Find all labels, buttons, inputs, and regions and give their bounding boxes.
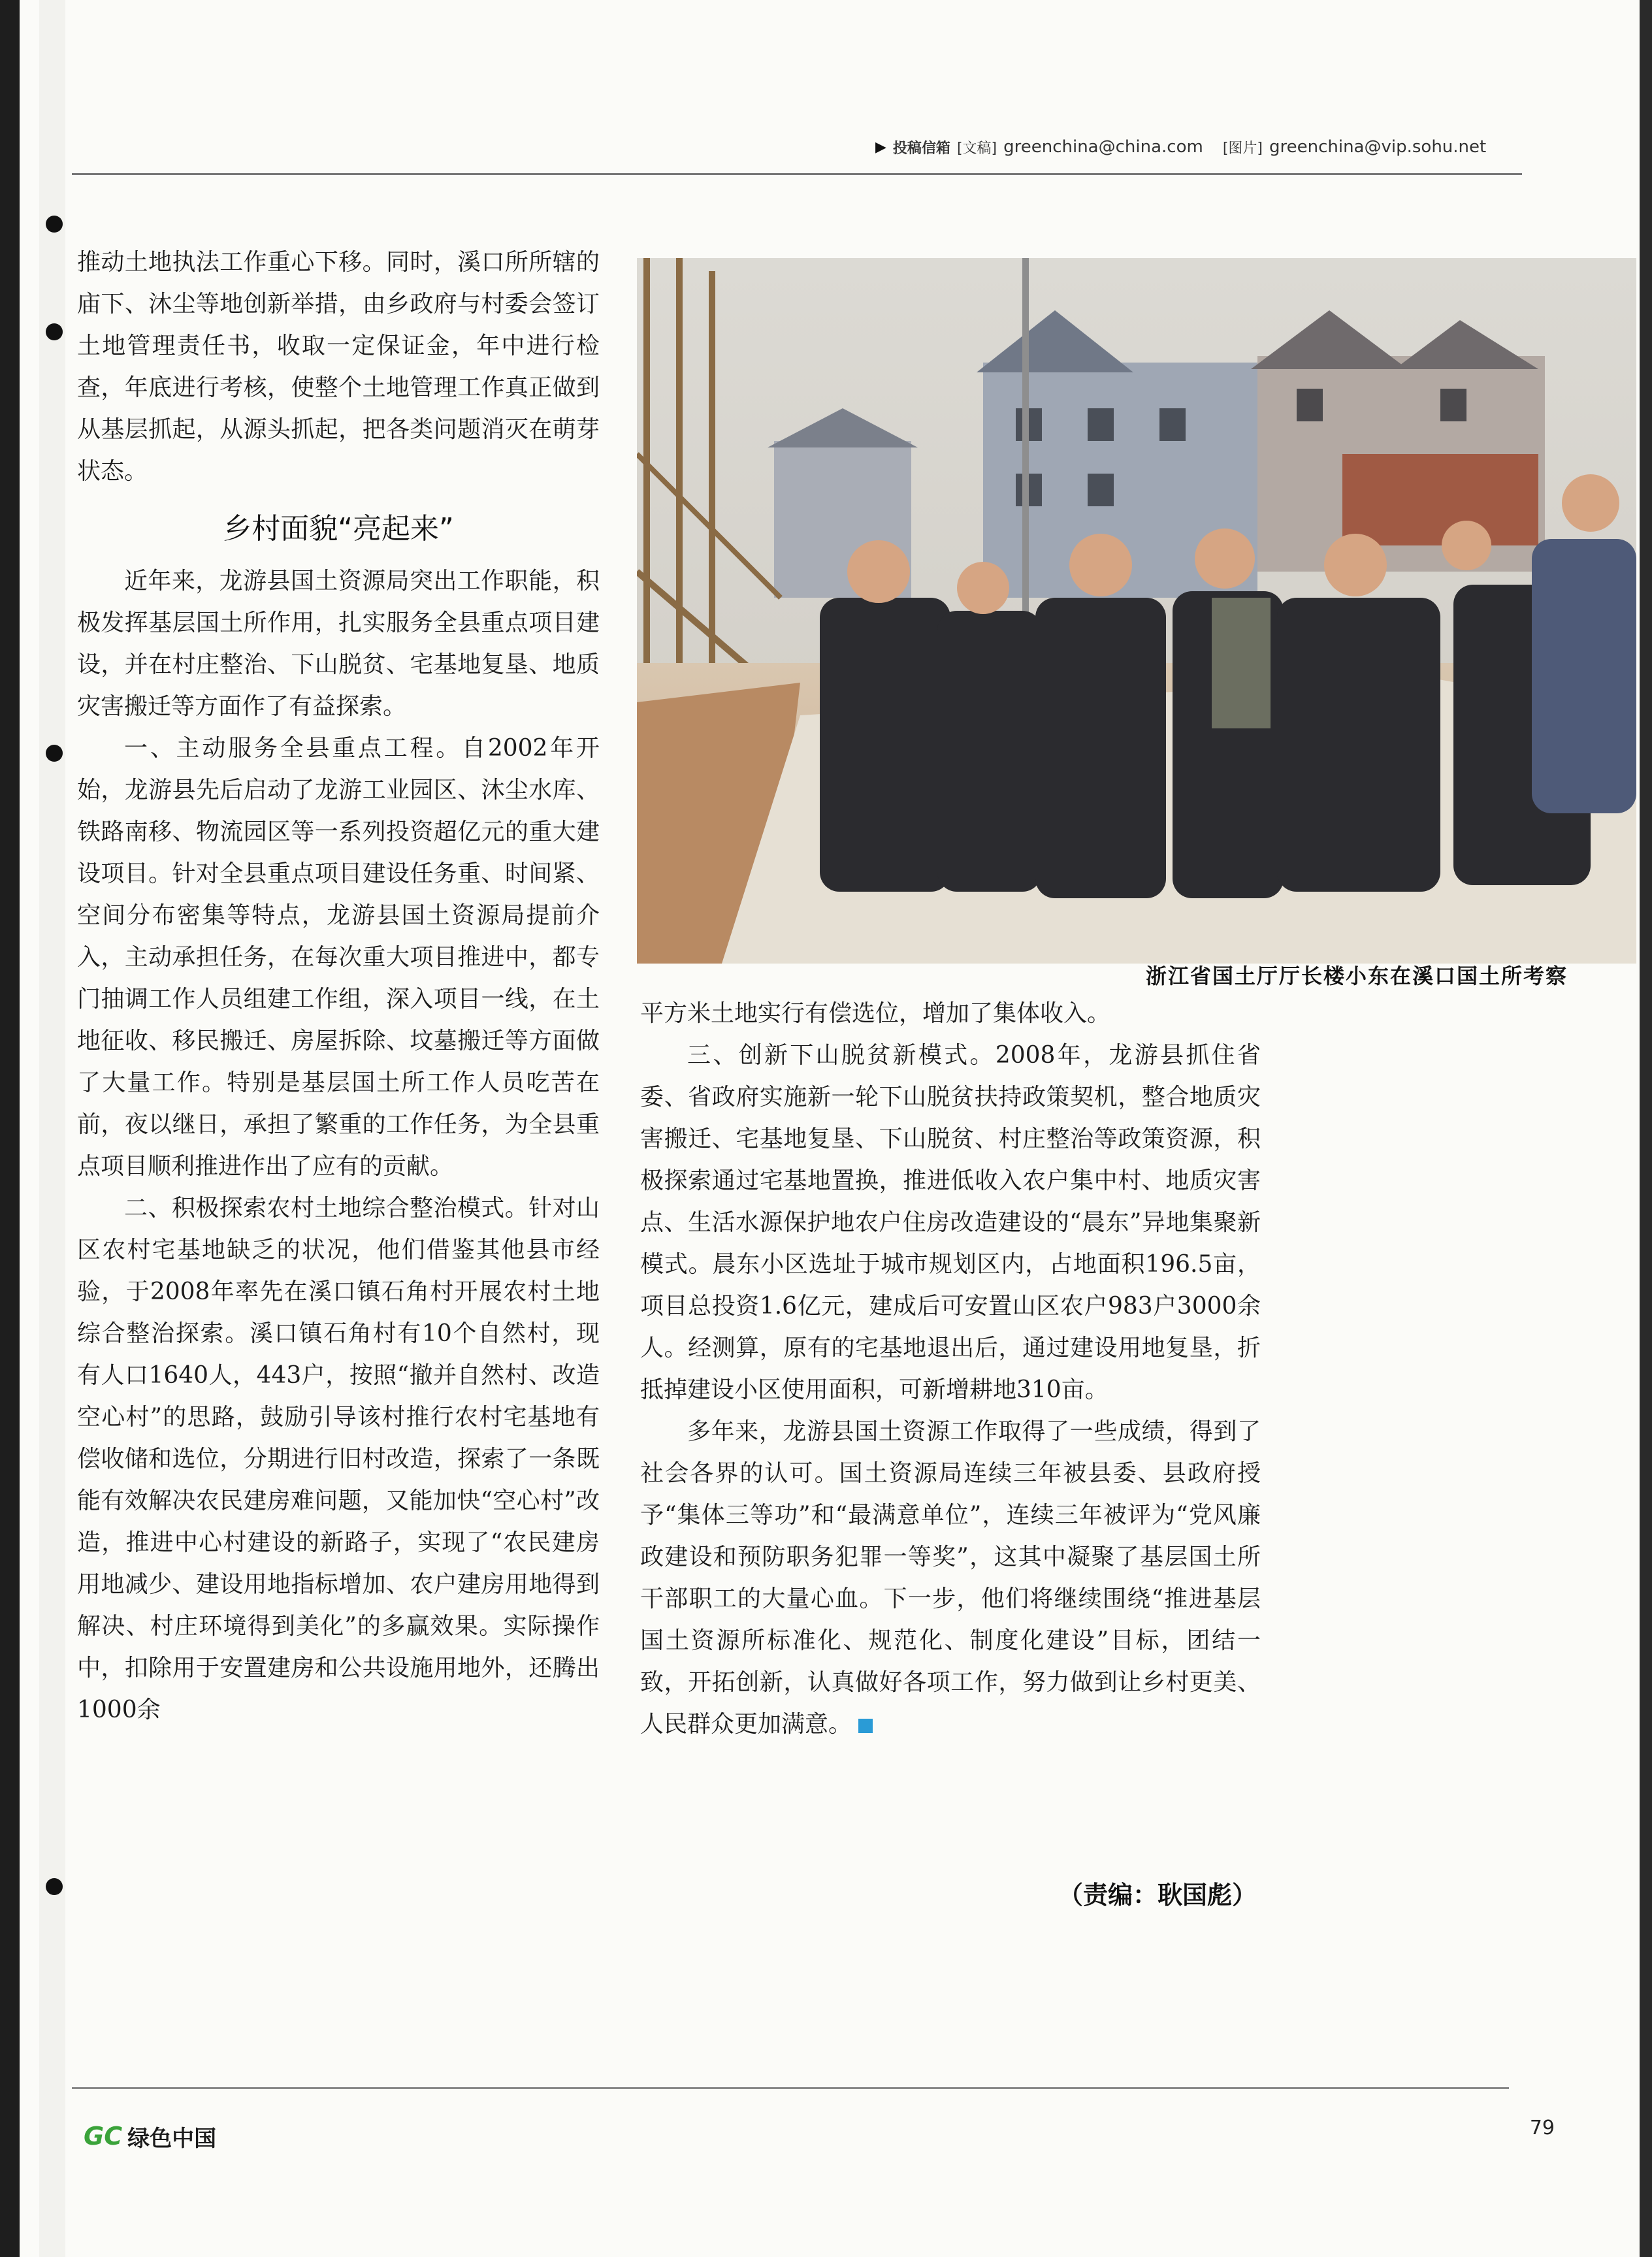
inspection-photo <box>637 258 1636 964</box>
text-email: greenchina@china.com <box>1003 137 1203 157</box>
image-tag: [图片] <box>1222 140 1263 157</box>
page-number: 79 <box>1529 2117 1555 2139</box>
binder-hole <box>46 323 63 340</box>
footer-divider <box>72 2087 1509 2089</box>
paragraph <box>640 1411 1261 1746</box>
paragraph: 三、创新下山脱贫新模式。2008年，龙游县抓住省委、省政府实施新一轮下山脱贫扶持政策契机，整合地质灾害搬迁、宅基地复垦、下山脱贫、村庄整治等政策资源，积极探索通过宅基地置换，推进低收入农户集中村、地质灾害点、生活水源保护地农户住房改造建设的“晨东”异地集聚新模式。晨东小区选址于城市规划区内，占地面积196.5亩，项目总投资1.6亿元，建成后可安置山区农户983户3000余人。经测算，原有的宅基地退出后，通过建设用地复垦，折抵掉建设小区使用面积，可新增耕地310亩。 <box>640 1042 1261 1403</box>
photo-caption: 浙江省国土厅厅长楼小东在溪口国土所考察 <box>1145 964 1568 988</box>
paragraph: 推动土地执法工作重心下移。同时，溪口所所辖的庙下、沐尘等地创新举措，由乡政府与村委会签订土地管理责任书，收取一定保证金，年中进行检查，年底进行考核，使整个土地管理工作真正做到从基层抓起，从源头抓起，把各类问题消灭在萌芽状态。 <box>77 249 600 485</box>
binder-hole <box>46 216 63 233</box>
magazine-logo <box>84 2120 216 2152</box>
binder-hole <box>46 1878 63 1895</box>
binder-hole <box>46 745 63 762</box>
logo-text: 绿色中国 <box>127 2125 217 2152</box>
submission-header <box>875 134 1529 160</box>
paragraph-text: 多年来，龙游县国土资源工作取得了一些成绩，得到了社会各界的认可。国土资源局连续三年被县委、县政府授予“集体三等功”和“最满意单位”，连续三年被评为“党风廉政建设和预防职务犯罪一等奖”，这其中凝聚了基层国土所干部职工的大量心血。下一步，他们将继续围绕“推进基层国土资源所标准化、规范化、制度化建设”目标，团结一致，开拓创新，认真做好各项工作，努力做到让乡村更美、人民群众更加满意。 <box>640 1418 1261 1738</box>
submission-label: 投稿信箱 <box>892 140 950 157</box>
end-of-article-mark <box>858 1719 873 1733</box>
logo-mark: GC <box>84 2122 123 2151</box>
header-divider <box>72 173 1522 175</box>
paragraph: 平方米土地实行有偿选位，增加了集体收入。 <box>640 1000 1111 1027</box>
editor-credit: （责编：耿国彪） <box>1058 1881 1257 1909</box>
section-heading: 乡村面貌“亮起来” <box>223 512 454 545</box>
arrow-right-icon: ▶ <box>875 138 886 155</box>
image-email: greenchina@vip.sohu.net <box>1269 137 1487 157</box>
paragraph: 一、主动服务全县重点工程。自2002年开始，龙游县先后启动了龙游工业园区、沐尘水库、铁路南移、物流园区等一系列投资超亿元的重大建设项目。针对全县重点项目建设任务重、时间紧、空间分布密集等特点，龙游县国土资源局提前介入，主动承担任务，在每次重大项目推进中，都专门抽调工作人员组建工作组，深入项目一线，在土地征收、移民搬迁、房屋拆除、坟墓搬迁等方面做了大量工作。特别是基层国土所工作人员吃苦在前，夜以继日，承担了繁重的工作任务，为全县重点项目顺利推进作出了应有的贡献。 <box>77 735 600 1180</box>
text-tag: [文稿] <box>956 140 997 157</box>
left-column <box>77 242 600 1731</box>
paragraph: 近年来，龙游县国土资源局突出工作职能，积极发挥基层国土所作用，扎实服务全县重点项目建设，并在村庄整治、下山脱贫、宅基地复垦、地质灾害搬迁等方面作了有益探索。 <box>77 568 600 720</box>
paragraph: 二、积极探索农村土地综合整治模式。针对山区农村宅基地缺乏的状况，他们借鉴其他县市经验，于2008年率先在溪口镇石角村开展农村土地综合整治探索。溪口镇石角村有10个自然村，现有人口1640人，443户，按照“撤并自然村、改造空心村”的思路，鼓励引导该村推行农村宅基地有偿收储和选位，分期进行旧村改造，探索了一条既能有效解决农民建房难问题，又能加快“空心村”改造，推进中心村建设的新路子，实现了“农民建房用地减少、建设用地指标增加、农户建房用地得到解决、村庄环境得到美化”的多赢效果。实际操作中，扣除用于安置建房和公共设施用地外，还腾出1000余 <box>77 1195 600 1723</box>
right-column <box>640 993 1261 1746</box>
